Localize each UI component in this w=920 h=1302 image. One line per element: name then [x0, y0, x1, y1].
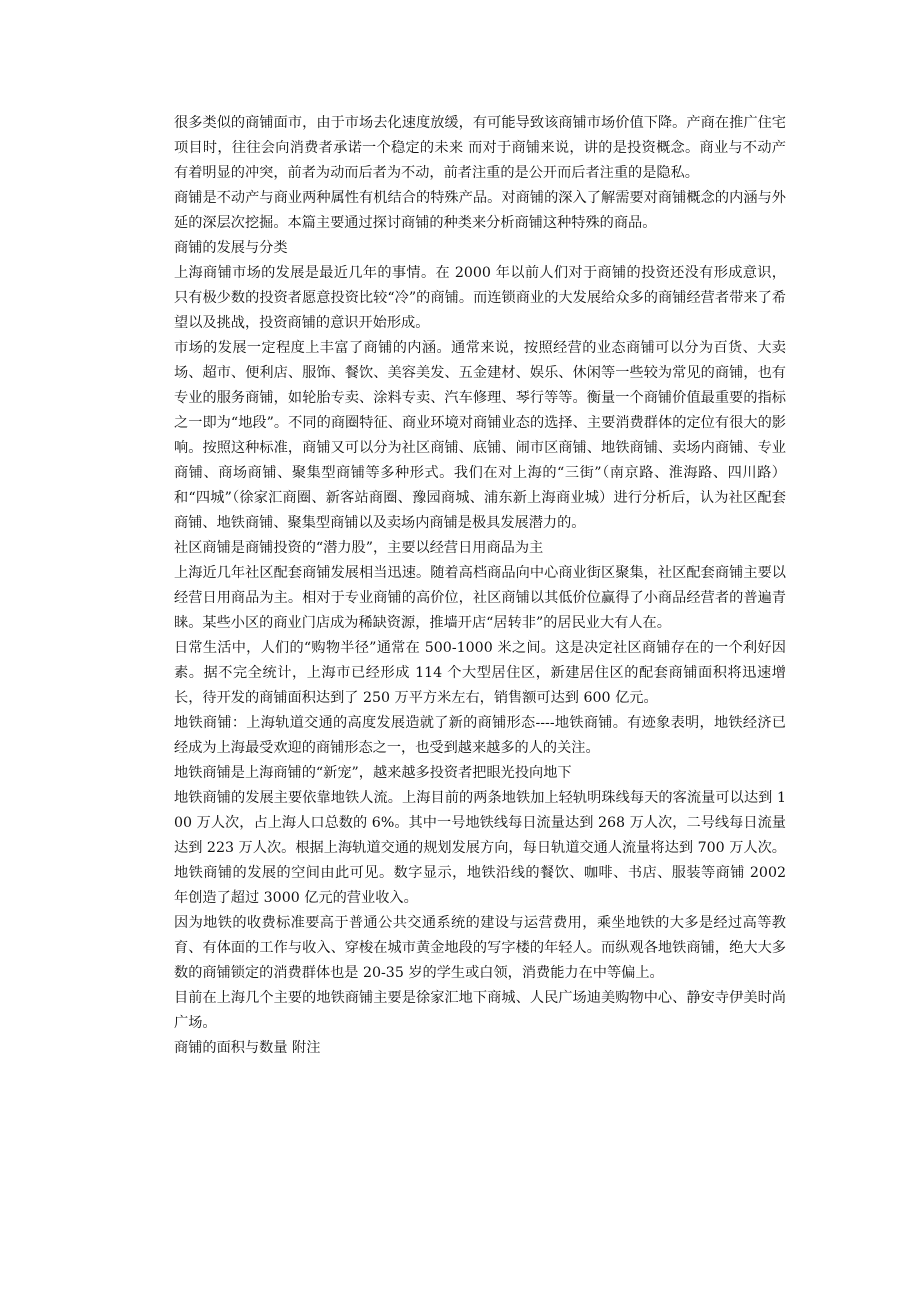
- document-body: [174, 111, 786, 1061]
- paragraph-6: 日常生活中，人们的“购物半径”通常在 500-1000 米之间。这是决定社区商铺存在的一个利好因素。据不完全统计，上海市已经形成 114 个大型居住区，新建居住区的配套商铺面积将迅速增长，待开发的商铺面积达到了 250 万平方米左右，销售额可达到 600 亿元。: [174, 640, 786, 706]
- paragraph-8: 地铁商铺的发展主要依靠地铁人流。上海目前的两条地铁加上轻轨明珠线每天的客流量可以达到 100 万人次，占上海人口总数的 6%。其中一号地铁线每日流量达到 268 万人次，二号线每日流量达到 223 万人次。根据上海轨道交通的规划发展方向，每日轨道交通人流量将达到 700 万人次。地铁商铺的发展的空间由此可见。数字显示，地铁沿线的餐饮、咖啡、书店、服装等商铺 2002 年创造了超过 3000 亿元的营业收入。: [174, 790, 786, 906]
- paragraph-5: 上海近几年社区配套商铺发展相当迅速。随着高档商品向中心商业街区聚集，社区配套商铺主要以经营日用商品为主。相对于专业商铺的高价位，社区商铺以其低价位赢得了小商品经营者的普遍青睐。某些小区的商业门店成为稀缺资源，推墙开店“居转非”的居民业大有人在。: [174, 565, 786, 631]
- paragraph-4: 市场的发展一定程度上丰富了商铺的内涵。通常来说，按照经营的业态商铺可以分为百货、大卖场、超市、便利店、服饰、餐饮、美容美发、五金建材、娱乐、休闲等一些较为常见的商铺，也有专业的服务商铺，如轮胎专卖、涂料专卖、汽车修理、琴行等等。衡量一个商铺价值最重要的指标之一即为“地段”。不同的商圈特征、商业环境对商铺业态的选择、主要消费群体的定位有很大的影响。按照这种标准，商铺又可以分为社区商铺、底铺、闹市区商铺、地铁商铺、卖场内商铺、专业商铺、商场商铺、聚集型商铺等多种形式。我们在对上海的“三街”（南京路、淮海路、四川路）和“四城”（徐家汇商圈、新客站商圈、豫园商城、浦东新上海商业城）进行分析后，认为社区配套商铺、地铁商铺、聚集型商铺以及卖场内商铺是极具发展潜力的。: [174, 340, 786, 531]
- paragraph-10: 目前在上海几个主要的地铁商铺主要是徐家汇地下商城、人民广场迪美购物中心、静安寺伊美时尚广场。: [174, 990, 786, 1031]
- section-heading-area: 商铺的面积与数量 附注: [174, 1040, 321, 1056]
- paragraph-7: 地铁商铺：上海轨道交通的高度发展造就了新的商铺形态----地铁商铺。有迹象表明，地铁经济已经成为上海最受欢迎的商铺形态之一，也受到越来越多的人的关注。: [174, 715, 786, 756]
- paragraph-1: 很多类似的商铺面市，由于市场去化速度放缓，有可能导致该商铺市场价值下降。产商在推广住宅项目时，往往会向消费者承诺一个稳定的未来 而对于商铺来说，讲的是投资概念。商业与不动产有着明显的冲突，前者为动而后者为不动，前者注重的是公开而后者注重的是隐私。: [174, 115, 786, 181]
- section-heading-metro: 地铁商铺是上海商铺的“新宠”，越来越多投资者把眼光投向地下: [174, 765, 572, 781]
- paragraph-2: 商铺是不动产与商业两种属性有机结合的特殊产品。对商铺的深入了解需要对商铺概念的内涵与外延的深层次挖掘。本篇主要通过探讨商铺的种类来分析商铺这种特殊的商品。: [174, 190, 786, 231]
- section-heading-community: 社区商铺是商铺投资的“潜力股”，主要以经营日用商品为主: [174, 540, 544, 556]
- paragraph-9: 因为地铁的收费标准要高于普通公共交通系统的建设与运营费用，乘坐地铁的大多是经过高等教育、有体面的工作与收入、穿梭在城市黄金地段的写字楼的年轻人。而纵观各地铁商铺，绝大大多数的商铺锁定的消费群体也是 20-35 岁的学生或白领，消费能力在中等偏上。: [174, 915, 786, 981]
- paragraph-3: 上海商铺市场的发展是最近几年的事情。在 2000 年以前人们对于商铺的投资还没有形成意识，只有极少数的投资者愿意投资比较“冷”的商铺。而连锁商业的大发展给众多的商铺经营者带来了希望以及挑战，投资商铺的意识开始形成。: [174, 265, 786, 331]
- section-heading-development: 商铺的发展与分类: [174, 240, 288, 256]
